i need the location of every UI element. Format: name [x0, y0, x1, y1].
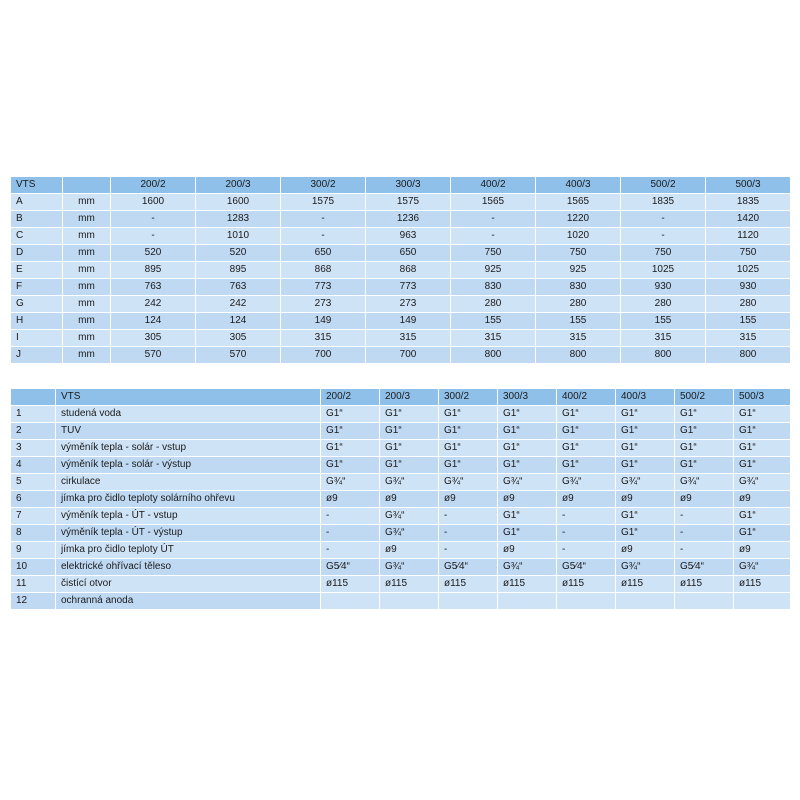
row-value: ø9	[734, 491, 791, 508]
connections-header-col-2: 300/2	[439, 389, 498, 406]
row-value: 868	[366, 262, 451, 279]
row-value: 1575	[281, 194, 366, 211]
row-value: 124	[196, 313, 281, 330]
row-value: 155	[621, 313, 706, 330]
table-row	[11, 330, 791, 347]
row-value: 280	[451, 296, 536, 313]
row-value: 280	[621, 296, 706, 313]
row-value: ø115	[675, 576, 734, 593]
row-value: -	[557, 508, 616, 525]
row-value: 1575	[366, 194, 451, 211]
row-unit: mm	[63, 296, 111, 313]
connections-header-col-1: 200/3	[380, 389, 439, 406]
row-label: A	[11, 194, 63, 211]
row-value: -	[557, 542, 616, 559]
row-value: ø115	[380, 576, 439, 593]
row-unit: mm	[63, 262, 111, 279]
row-value: 963	[366, 228, 451, 245]
row-value: G1“	[321, 423, 380, 440]
row-unit: mm	[63, 330, 111, 347]
table-row	[11, 347, 791, 364]
row-value: -	[321, 508, 380, 525]
table-row	[11, 457, 791, 474]
row-value: G1“	[734, 525, 791, 542]
row-value: G1“	[380, 423, 439, 440]
row-value: -	[321, 525, 380, 542]
row-value: G1“	[321, 440, 380, 457]
row-value: 124	[111, 313, 196, 330]
row-value: ø9	[380, 542, 439, 559]
row-number: 8	[11, 525, 56, 542]
row-description: výměník tepla - solár - výstup	[56, 457, 321, 474]
row-value	[321, 593, 380, 610]
row-value: G¾“	[380, 525, 439, 542]
row-value: G1“	[498, 457, 557, 474]
row-value: G1“	[734, 508, 791, 525]
row-value: 1010	[196, 228, 281, 245]
row-value: G¾“	[675, 474, 734, 491]
row-value: G¾“	[439, 474, 498, 491]
connections-table	[10, 388, 791, 610]
table-row	[11, 262, 791, 279]
row-value: G1“	[498, 440, 557, 457]
row-value: G¾“	[380, 508, 439, 525]
connections-header-col-4: 400/2	[557, 389, 616, 406]
table-row	[11, 406, 791, 423]
row-number: 1	[11, 406, 56, 423]
row-value: G5⁄4“	[321, 559, 380, 576]
row-value: G1“	[439, 406, 498, 423]
row-description: studená voda	[56, 406, 321, 423]
row-description: TUV	[56, 423, 321, 440]
row-value: G1“	[616, 525, 675, 542]
row-value: -	[675, 508, 734, 525]
row-value: G1“	[616, 508, 675, 525]
row-value: 280	[706, 296, 791, 313]
row-value: G1“	[498, 406, 557, 423]
row-value: G1“	[734, 440, 791, 457]
row-description: výměník tepla - ÚT - vstup	[56, 508, 321, 525]
table-row	[11, 508, 791, 525]
row-value: 242	[196, 296, 281, 313]
row-value: 763	[196, 279, 281, 296]
table-row	[11, 245, 791, 262]
connections-header-num	[11, 389, 56, 406]
row-value: 868	[281, 262, 366, 279]
row-label: G	[11, 296, 63, 313]
table-row	[11, 423, 791, 440]
row-value: G¾“	[734, 474, 791, 491]
row-value: 1283	[196, 211, 281, 228]
row-value: 315	[281, 330, 366, 347]
row-value: G1“	[557, 423, 616, 440]
row-value: G1“	[498, 508, 557, 525]
connections-header-col-6: 500/2	[675, 389, 734, 406]
dimensions-header-col-4: 400/2	[451, 177, 536, 194]
row-label: B	[11, 211, 63, 228]
row-value: ø115	[439, 576, 498, 593]
row-value: G1“	[498, 525, 557, 542]
connections-header-title: VTS	[56, 389, 321, 406]
row-value: 155	[536, 313, 621, 330]
table-row	[11, 313, 791, 330]
row-value	[557, 593, 616, 610]
row-description: čistící otvor	[56, 576, 321, 593]
table-row	[11, 542, 791, 559]
row-value: 315	[451, 330, 536, 347]
table-row	[11, 593, 791, 610]
row-label: I	[11, 330, 63, 347]
row-label: D	[11, 245, 63, 262]
row-value: -	[621, 211, 706, 228]
row-value: 925	[536, 262, 621, 279]
table-row	[11, 525, 791, 542]
row-value: G1“	[439, 423, 498, 440]
row-value: -	[557, 525, 616, 542]
row-value: G1“	[616, 406, 675, 423]
row-value: ø9	[380, 491, 439, 508]
row-value: -	[281, 211, 366, 228]
row-number: 9	[11, 542, 56, 559]
row-value: 273	[281, 296, 366, 313]
row-description: cirkulace	[56, 474, 321, 491]
connections-header-row	[11, 389, 791, 406]
row-label: E	[11, 262, 63, 279]
row-value: G5⁄4“	[675, 559, 734, 576]
row-value: G1“	[321, 457, 380, 474]
row-value: -	[439, 542, 498, 559]
row-value: 773	[366, 279, 451, 296]
row-value: 1025	[706, 262, 791, 279]
row-value: ø9	[321, 491, 380, 508]
table-row	[11, 576, 791, 593]
row-number: 11	[11, 576, 56, 593]
row-value: 570	[196, 347, 281, 364]
table-row	[11, 194, 791, 211]
row-value: G¾“	[616, 559, 675, 576]
row-value: 1420	[706, 211, 791, 228]
dimensions-header-row	[11, 177, 791, 194]
row-label: H	[11, 313, 63, 330]
row-value: 155	[451, 313, 536, 330]
row-value: G¾“	[734, 559, 791, 576]
row-number: 3	[11, 440, 56, 457]
row-value: -	[451, 211, 536, 228]
row-value: 315	[706, 330, 791, 347]
row-value: -	[111, 228, 196, 245]
row-value: 1565	[451, 194, 536, 211]
row-value: 242	[111, 296, 196, 313]
row-value: ø115	[321, 576, 380, 593]
row-value	[439, 593, 498, 610]
row-value: G¾“	[321, 474, 380, 491]
row-label: F	[11, 279, 63, 296]
row-description: jímka pro čidlo teploty solárního ohřevu	[56, 491, 321, 508]
row-unit: mm	[63, 245, 111, 262]
row-value: G1“	[734, 423, 791, 440]
row-value: G1“	[616, 423, 675, 440]
row-value: ø9	[734, 542, 791, 559]
row-value: 700	[366, 347, 451, 364]
table-row	[11, 228, 791, 245]
row-description: ochranná anoda	[56, 593, 321, 610]
row-value: G1“	[321, 406, 380, 423]
dimensions-header-col-7: 500/3	[706, 177, 791, 194]
row-value: 520	[111, 245, 196, 262]
row-value: 925	[451, 262, 536, 279]
row-value: ø9	[557, 491, 616, 508]
row-value	[380, 593, 439, 610]
row-description: výměník tepla - solár - vstup	[56, 440, 321, 457]
row-value: 800	[451, 347, 536, 364]
table-row	[11, 440, 791, 457]
connections-header-col-0: 200/2	[321, 389, 380, 406]
row-value: G1“	[675, 406, 734, 423]
row-value: -	[321, 542, 380, 559]
row-value: G¾“	[380, 559, 439, 576]
row-value: 830	[536, 279, 621, 296]
row-value: G1“	[734, 406, 791, 423]
connections-header-col-3: 300/3	[498, 389, 557, 406]
row-value: ø115	[734, 576, 791, 593]
row-unit: mm	[63, 347, 111, 364]
row-number: 12	[11, 593, 56, 610]
row-value: G5⁄4“	[439, 559, 498, 576]
row-value: 1600	[111, 194, 196, 211]
dimensions-header-col-6: 500/2	[621, 177, 706, 194]
row-value: 315	[621, 330, 706, 347]
row-value: -	[111, 211, 196, 228]
row-value: 280	[536, 296, 621, 313]
row-value: 1236	[366, 211, 451, 228]
row-value: 800	[621, 347, 706, 364]
row-value: -	[439, 525, 498, 542]
dimensions-header-col-2: 300/2	[281, 177, 366, 194]
row-value: 1120	[706, 228, 791, 245]
table-row	[11, 559, 791, 576]
row-value: -	[675, 542, 734, 559]
row-value: G1“	[557, 457, 616, 474]
dimensions-header-col-0: 200/2	[111, 177, 196, 194]
row-value: 520	[196, 245, 281, 262]
row-number: 10	[11, 559, 56, 576]
row-label: J	[11, 347, 63, 364]
row-value: G¾“	[616, 474, 675, 491]
row-value: 750	[536, 245, 621, 262]
dimensions-header-col-5: 400/3	[536, 177, 621, 194]
row-value: 149	[366, 313, 451, 330]
row-value: G1“	[380, 457, 439, 474]
row-unit: mm	[63, 228, 111, 245]
row-value: ø9	[616, 491, 675, 508]
row-value: 315	[366, 330, 451, 347]
row-value: ø115	[616, 576, 675, 593]
row-value: 750	[706, 245, 791, 262]
connections-header-col-7: 500/3	[734, 389, 791, 406]
row-label: C	[11, 228, 63, 245]
row-value: 650	[366, 245, 451, 262]
row-value: 763	[111, 279, 196, 296]
row-number: 5	[11, 474, 56, 491]
row-value: 570	[111, 347, 196, 364]
row-value: G1“	[439, 457, 498, 474]
row-value: 149	[281, 313, 366, 330]
row-value: -	[675, 525, 734, 542]
row-value: ø9	[439, 491, 498, 508]
row-value: G1“	[734, 457, 791, 474]
row-value: G1“	[616, 440, 675, 457]
row-unit: mm	[63, 279, 111, 296]
row-value: -	[621, 228, 706, 245]
row-value	[616, 593, 675, 610]
row-value	[498, 593, 557, 610]
dimensions-header-col-3: 300/3	[366, 177, 451, 194]
row-value: ø9	[498, 542, 557, 559]
row-description: elektrické ohřívací těleso	[56, 559, 321, 576]
row-value: 315	[536, 330, 621, 347]
row-value: G1“	[616, 457, 675, 474]
row-value: 650	[281, 245, 366, 262]
table-row	[11, 474, 791, 491]
row-value: 895	[196, 262, 281, 279]
connections-header-col-5: 400/3	[616, 389, 675, 406]
row-unit: mm	[63, 194, 111, 211]
row-value: 930	[706, 279, 791, 296]
row-value: G¾“	[498, 559, 557, 576]
row-value: 800	[706, 347, 791, 364]
row-value: G1“	[675, 440, 734, 457]
row-value: ø9	[616, 542, 675, 559]
row-value: 700	[281, 347, 366, 364]
row-value: ø9	[498, 491, 557, 508]
row-number: 7	[11, 508, 56, 525]
row-value: 750	[621, 245, 706, 262]
row-value: G1“	[557, 406, 616, 423]
row-description: výměník tepla - ÚT - výstup	[56, 525, 321, 542]
row-value: 1220	[536, 211, 621, 228]
row-value: 930	[621, 279, 706, 296]
row-value	[675, 593, 734, 610]
dimensions-header-col-1: 200/3	[196, 177, 281, 194]
row-value: -	[451, 228, 536, 245]
row-value: ø115	[498, 576, 557, 593]
row-value: G1“	[380, 440, 439, 457]
row-value: 1025	[621, 262, 706, 279]
row-value: 273	[366, 296, 451, 313]
row-value: G1“	[675, 457, 734, 474]
row-value: 750	[451, 245, 536, 262]
row-value: 1020	[536, 228, 621, 245]
row-unit: mm	[63, 211, 111, 228]
row-value: 1565	[536, 194, 621, 211]
row-number: 2	[11, 423, 56, 440]
row-value: G5⁄4“	[557, 559, 616, 576]
row-value: 1835	[706, 194, 791, 211]
row-value: 155	[706, 313, 791, 330]
row-value: G1“	[380, 406, 439, 423]
table-row	[11, 211, 791, 228]
row-value: 305	[111, 330, 196, 347]
row-value: 773	[281, 279, 366, 296]
row-value: G¾“	[498, 474, 557, 491]
row-value: 1600	[196, 194, 281, 211]
row-value: ø115	[557, 576, 616, 593]
row-value: ø9	[675, 491, 734, 508]
row-value: G1“	[439, 440, 498, 457]
row-value: 800	[536, 347, 621, 364]
row-value	[734, 593, 791, 610]
dimensions-table	[10, 176, 791, 364]
row-value: -	[439, 508, 498, 525]
dimensions-header-title: VTS	[11, 177, 63, 194]
row-value: G1“	[557, 440, 616, 457]
dimensions-header-unit	[63, 177, 111, 194]
table-row	[11, 491, 791, 508]
row-value: 1835	[621, 194, 706, 211]
table-row	[11, 279, 791, 296]
table-row	[11, 296, 791, 313]
row-value: G1“	[675, 423, 734, 440]
row-value: -	[281, 228, 366, 245]
row-description: jímka pro čidlo teploty ÚT	[56, 542, 321, 559]
row-unit: mm	[63, 313, 111, 330]
row-number: 4	[11, 457, 56, 474]
row-value: 830	[451, 279, 536, 296]
row-number: 6	[11, 491, 56, 508]
row-value: G¾“	[380, 474, 439, 491]
row-value: 305	[196, 330, 281, 347]
row-value: 895	[111, 262, 196, 279]
row-value: G¾“	[557, 474, 616, 491]
row-value: G1“	[498, 423, 557, 440]
